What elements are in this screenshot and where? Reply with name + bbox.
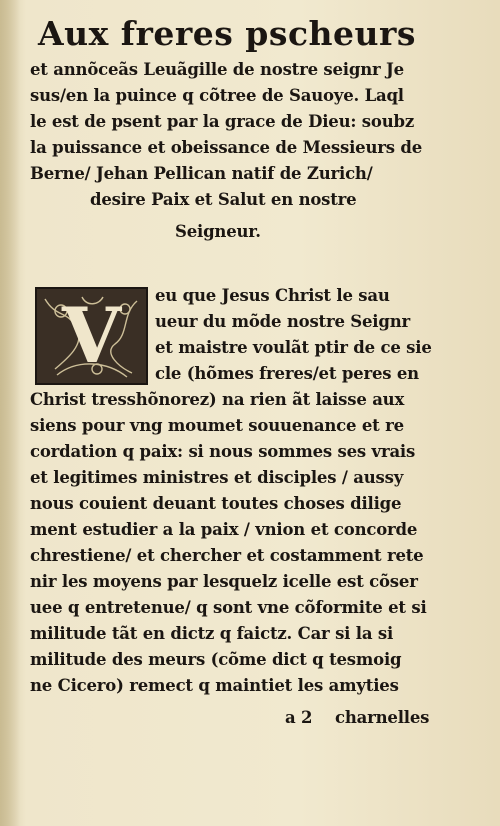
page-heading: Aux freres pscheurs — [38, 14, 416, 53]
body-line: Christ tresshõnorez) na rien ãt laisse aux — [30, 390, 405, 409]
body-line: militude tãt en dictz q faictz. Car si la si — [30, 624, 394, 643]
initial-letter: V — [62, 291, 121, 380]
body-line: ment estudier a la paix / vnion et concorde — [30, 520, 418, 539]
body-line: ueur du mõde nostre Seignr — [155, 312, 411, 331]
body-line: nous couient deuant toutes choses dilige — [30, 494, 402, 513]
intro-line: le est de psent par la grace de Dieu: soubz — [30, 112, 414, 131]
intro-line: et annõceãs Leuãgille de nostre seignr Je — [30, 60, 404, 79]
intro-closing: Seigneur. — [175, 222, 261, 241]
body-line: eu que Jesus Christ le sau — [155, 286, 390, 305]
decorated-initial — [35, 287, 148, 385]
signature-mark: a 2 — [285, 708, 313, 727]
body-line: uee q entretenue/ q sont vne cõformite et si — [30, 598, 427, 617]
body-line: cordation q paix: si nous sommes ses vrais — [30, 442, 416, 461]
intro-line: sus/en la puince q cõtree de Sauoye. Laql — [30, 86, 404, 105]
intro-line: Berne/ Jehan Pellican natif de Zurich/ — [30, 164, 373, 183]
gutter-shadow — [0, 0, 20, 826]
body-line: et legitimes ministres et disciples / aussy — [30, 468, 404, 487]
body-line: et maistre voulãt ptir de ce sie — [155, 338, 432, 357]
body-line: militude des meurs (cõme dict q tesmoig — [30, 650, 402, 669]
body-line: ne Cicero) remect q maintiet les amyties — [30, 676, 399, 695]
catchword: charnelles — [335, 708, 430, 727]
body-line: nir les moyens par lesquelz icelle est cõser — [30, 572, 418, 591]
body-line: chrestiene/ et chercher et costamment rete — [30, 546, 424, 565]
body-line: siens pour vng moumet souuenance et re — [30, 416, 404, 435]
intro-line: desire Paix et Salut en nostre — [90, 190, 357, 209]
intro-line: la puissance et obeissance de Messieurs de — [30, 138, 423, 157]
body-line: cle (hõmes freres/et peres en — [155, 364, 419, 383]
